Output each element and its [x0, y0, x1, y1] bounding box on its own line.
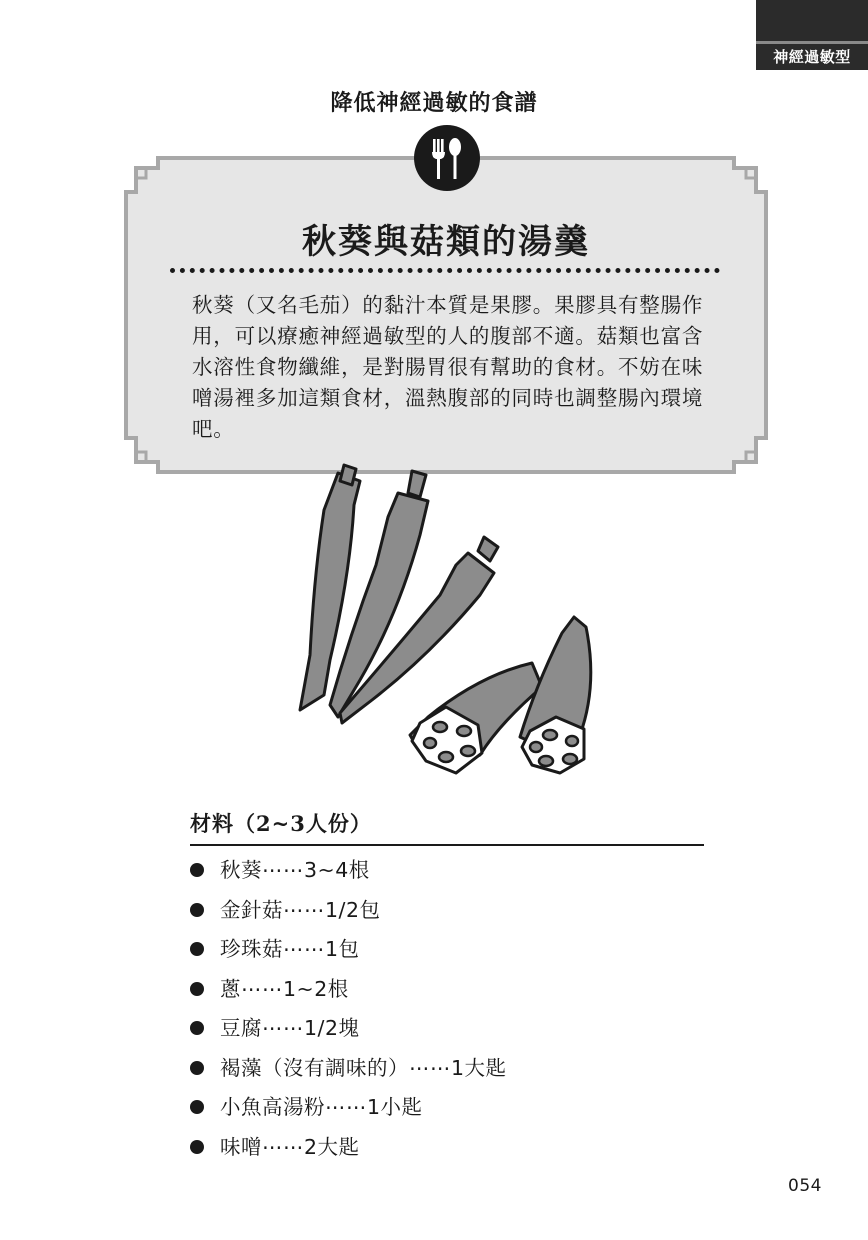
ingredient-text: 褐藻（沒有調味的）⋯⋯1大匙	[220, 1055, 507, 1080]
ingredient-text: 小魚高湯粉⋯⋯1小匙	[220, 1095, 423, 1119]
ingredient-text: 金針菇⋯⋯1/2包	[220, 897, 381, 922]
bullet-icon	[190, 1061, 204, 1075]
ingredient-text: 秋葵⋯⋯3~4根	[220, 858, 370, 882]
ingredient-item	[188, 932, 507, 972]
ingredient-item	[188, 1130, 507, 1170]
bullet-icon	[190, 863, 204, 877]
ingredient-item	[188, 853, 507, 893]
bullet-icon	[190, 1100, 204, 1114]
page-number: 054	[788, 1176, 822, 1196]
ingredient-item	[188, 1051, 507, 1091]
bullet-icon	[190, 903, 204, 917]
ingredient-item	[188, 893, 507, 933]
category-tab	[756, 0, 868, 70]
ingredient-text: 豆腐⋯⋯1/2塊	[220, 1016, 360, 1040]
ingredient-item	[188, 1090, 507, 1130]
ingredients-divider	[190, 844, 704, 846]
bullet-icon	[190, 1140, 204, 1154]
ingredient-text: 蔥⋯⋯1~2根	[220, 976, 349, 1001]
bullet-icon	[190, 1021, 204, 1035]
title-dotted-divider	[170, 268, 720, 273]
category-tab-accent	[756, 41, 868, 44]
okra-illustration	[280, 455, 620, 800]
ingredient-text: 珍珠菇⋯⋯1包	[220, 937, 360, 961]
ingredient-item	[188, 972, 507, 1012]
ingredient-list	[188, 853, 507, 1169]
ingredients-heading: 材料（2~3人份）	[190, 811, 372, 836]
bullet-icon	[190, 982, 204, 996]
page-heading: 降低神經過敏的食譜	[330, 91, 538, 116]
ingredient-item	[188, 1011, 507, 1051]
recipe-description: 秋葵（又名毛茄）的黏汁本質是果膠。果膠具有整腸作用，可以療癒神經過敏型的人的腹部不適。菇類也富含水溶性食物纖維，是對腸胃很有幫助的食材。不妨在味噌湯裡多加這類食材，溫熱腹部的同時也調整腸內環境吧。	[192, 293, 704, 441]
ingredient-text: 味噌⋯⋯2大匙	[220, 1134, 360, 1159]
bullet-icon	[190, 942, 204, 956]
recipe-title: 秋葵與菇類的湯羹	[302, 222, 590, 262]
fork-and-spoon-icon	[414, 125, 480, 191]
category-tab-label: 神經過敏型	[773, 48, 851, 66]
